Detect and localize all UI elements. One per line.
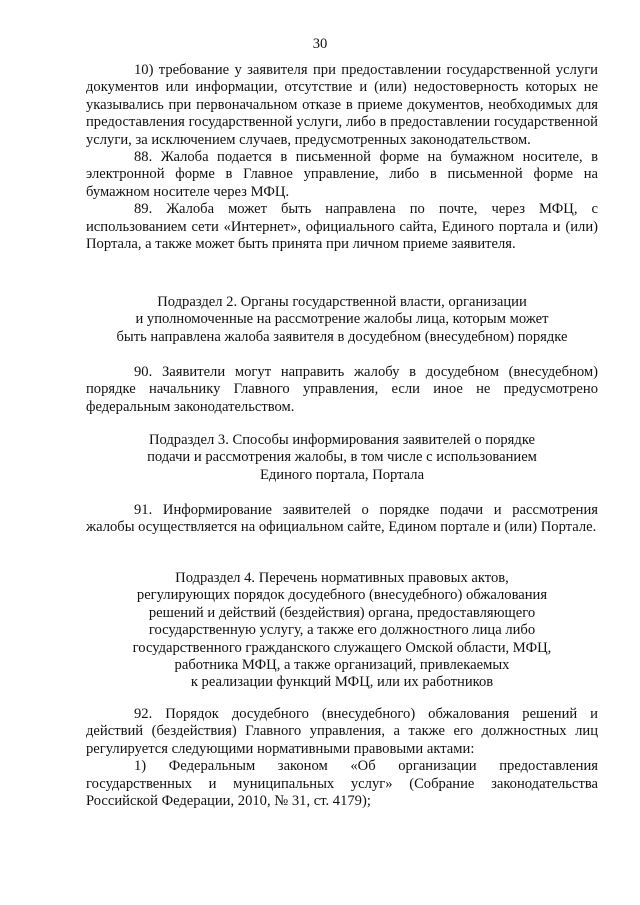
section-3-heading [86,432,598,484]
section-3-heading-line: подачи и рассмотрения жалобы, в том числе с использованием [147,449,537,466]
section-2-heading-line: быть направлена жалоба заявителя в досудебном (внесудебном) порядке [116,328,568,345]
body-block-3 [86,502,598,537]
section-4-heading-line: регулирующих порядок досудебного (внесудебного) обжалования [136,587,548,604]
paragraph-90: 90. Заявители могут направить жалобу в досудебном (внесудебном) порядке начальнику Главного управления, если иное не предусмотрено федеральным законодательством. [86,364,598,415]
section-2-heading-line: Подраздел 2. Органы государственной власти, организации [157,294,527,310]
section-2-heading-line: и уполномоченные на рассмотрение жалобы лица, которым может [135,311,549,328]
paragraph-92: 92. Порядок досудебного (внесудебного) обжалования решений и действий (бездействия) Главного управления, а также его должностных лиц регулируется следующими нормативными правовыми актами: [86,706,598,757]
section-4-heading-line: государственную услугу, а также его должностного лица либо [148,622,536,639]
paragraph-88: 88. Жалоба подается в письменной форме на бумажном носителе, в электронной форме в Главное управление, либо в письменной форме на бумажном носителе через МФЦ. [86,149,598,200]
body-block-2 [86,364,598,416]
section-4-heading-line: Подраздел 4. Перечень нормативных правовых актов, [175,570,509,586]
item-10: 10) требование у заявителя при предоставлении государственной услуги документов или информации, отсутствие и (или) недостоверность которых не указывались при первоначальном отказе в приеме документов, необходимых для предоставления государственной услуги, либо в предоставлении государственной услуги, за исключением случаев, предусмотренных законодательством. [86,62,598,148]
section-2-heading [86,294,598,346]
paragraph-91: 91. Информирование заявителей о порядке подачи и рассмотрения жалобы осуществляется на официальном сайте, Едином портале и (или) Портале. [86,502,598,536]
section-4-heading [86,570,598,692]
section-4-heading-line: к реализации функций МФЦ, или их работников [190,674,494,691]
section-4-heading-line: работника МФЦ, а также организаций, привлекаемых [174,657,510,674]
page-number: 30 [312,36,328,52]
paragraph-89: 89. Жалоба может быть направлена по почте, через МФЦ, с использованием сети «Интернет», официального сайта, Единого портала и (или) Портала, а также может быть принята при личном приеме заявителя. [86,201,598,253]
section-4-heading-line: государственного гражданского служащего Омской области, МФЦ, [132,639,552,656]
section-3-heading-line: Единого портала, Портала [259,466,425,483]
section-4-heading-line: решений и действий (бездействия) органа, предоставляющего [148,604,536,621]
body-block-4 [86,706,598,810]
section-3-heading-line: Подраздел 3. Способы информирования заявителей о порядке [148,432,536,448]
body-block-1 [86,62,598,253]
item-1: 1) Федеральным законом «Об организации предоставления государственных и муниципальных услуг» (Собрание законодательства Российской Федерации, 2010, № 31, ст. 4179); [86,758,598,810]
